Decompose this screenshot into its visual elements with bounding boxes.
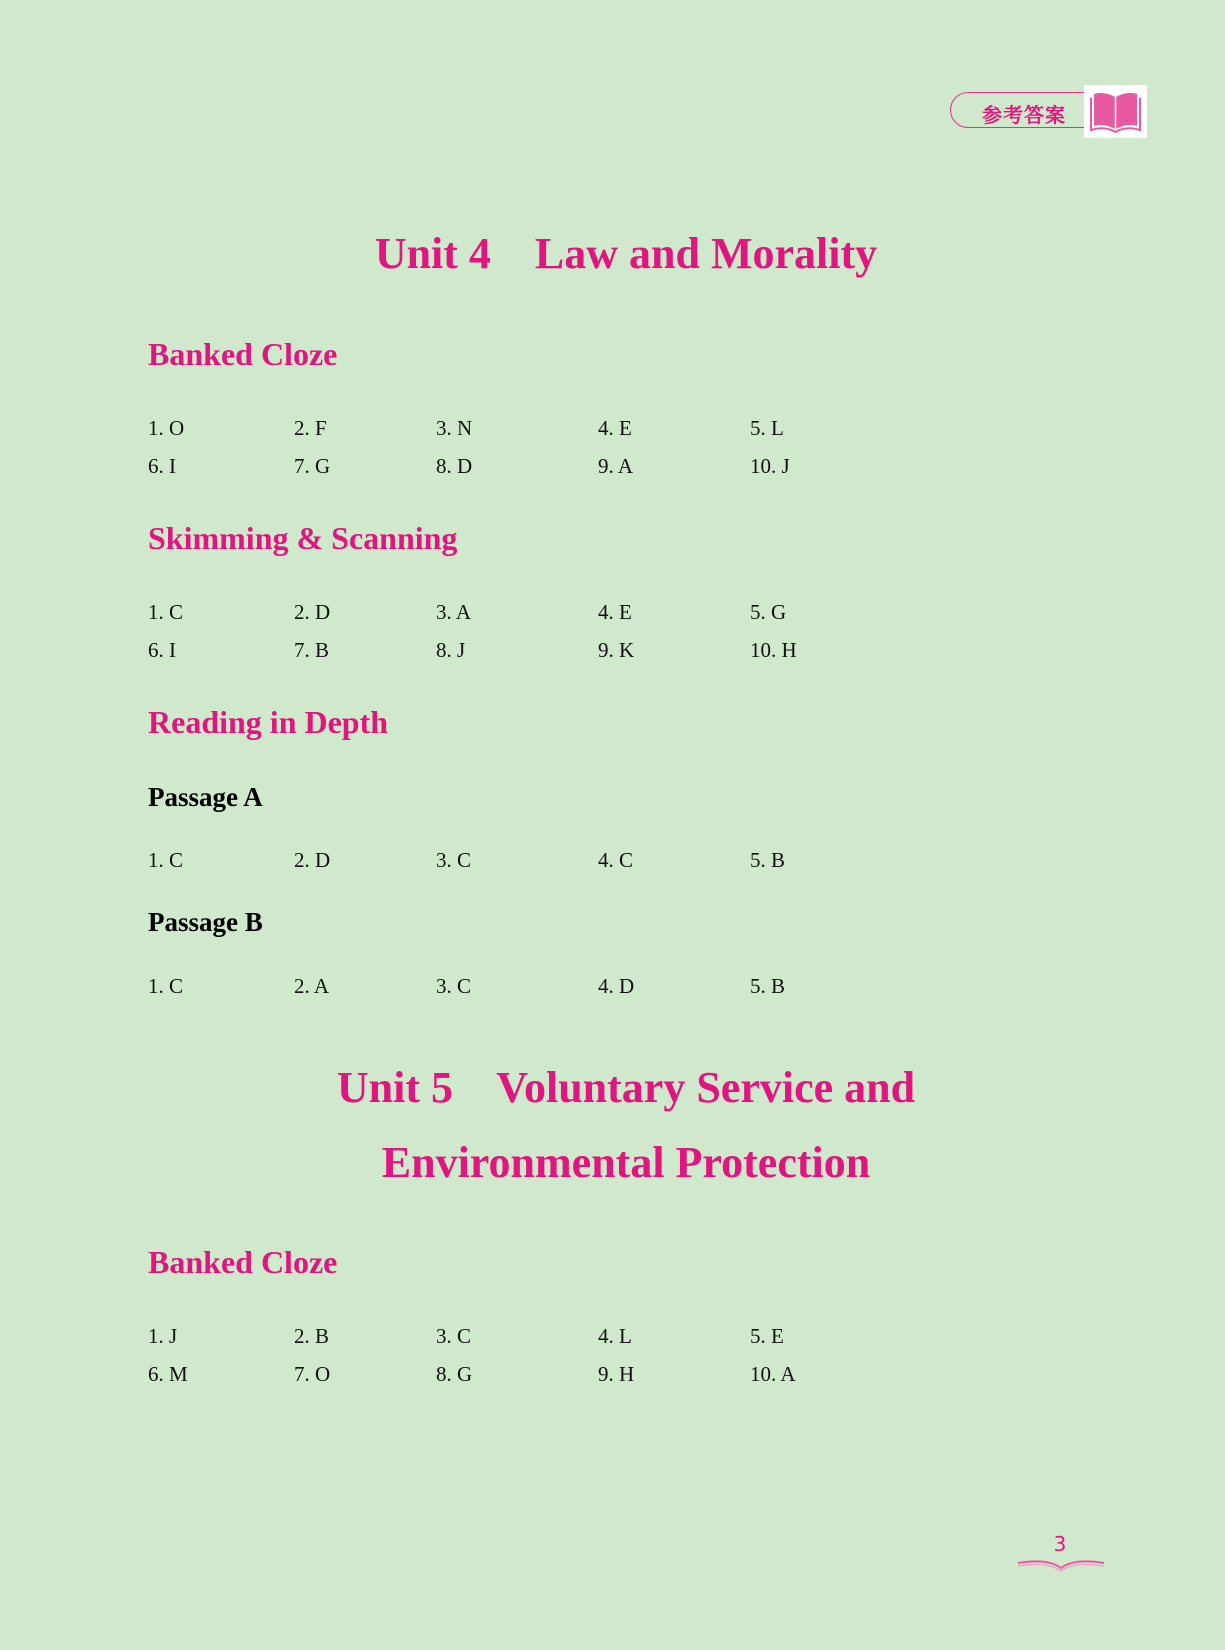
header-label: 参考答案: [982, 103, 1066, 127]
page-ornament-icon: [1016, 1558, 1106, 1579]
answer-item: 5. E: [750, 1324, 784, 1348]
answer-item: 2. F: [294, 416, 327, 440]
answer-item: 4. L: [598, 1324, 632, 1348]
answer-item: 9. A: [598, 454, 634, 478]
unit-5-title-line-1: Unit 5 Voluntary Service and: [336, 1063, 916, 1112]
answer-item: 3. A: [436, 600, 472, 624]
answer-item: 8. J: [436, 638, 466, 662]
answer-item: 10. J: [750, 454, 790, 478]
answer-item: 1. O: [148, 416, 185, 440]
answer-row: [0, 600, 900, 630]
answer-item: 1. C: [148, 600, 184, 624]
answer-item: 1. C: [148, 974, 184, 998]
answer-item: 4. C: [598, 848, 634, 872]
answer-item: 1. C: [148, 848, 184, 872]
answer-item: 7. O: [294, 1362, 331, 1386]
answer-item: 8. G: [436, 1362, 473, 1386]
answer-item: 2. B: [294, 1324, 330, 1348]
answer-item: 1. J: [148, 1324, 178, 1348]
answer-row: [0, 1362, 900, 1392]
unit-4-banked-cloze-title: Banked Cloze: [148, 336, 338, 372]
answer-item: 5. L: [750, 416, 784, 440]
answer-item: 6. I: [148, 638, 176, 662]
answer-item: 3. C: [436, 1324, 472, 1348]
answer-row: [0, 1324, 900, 1354]
passage-b-title: Passage B: [148, 907, 263, 937]
answer-item: 3. C: [436, 848, 472, 872]
answer-item: 6. I: [148, 454, 176, 478]
answer-row: [0, 416, 900, 446]
open-book-icon: [1084, 85, 1147, 138]
answer-item: 6. M: [148, 1362, 188, 1386]
answer-row: [0, 974, 900, 1004]
answer-item: 7. B: [294, 638, 330, 662]
answer-item: 10. A: [750, 1362, 796, 1386]
answer-item: 7. G: [294, 454, 331, 478]
answer-row: [0, 848, 900, 878]
answer-item: 3. N: [436, 416, 473, 440]
answer-item: 10. H: [750, 638, 797, 662]
answer-item: 2. D: [294, 600, 331, 624]
answer-row: [0, 638, 900, 668]
answer-item: 3. C: [436, 974, 472, 998]
answer-item: 2. A: [294, 974, 330, 998]
passage-a-title: Passage A: [148, 782, 263, 812]
answer-item: 4. E: [598, 600, 632, 624]
answer-item: 4. E: [598, 416, 632, 440]
unit-4-reading-title: Reading in Depth: [148, 704, 389, 740]
unit-5-banked-cloze-title: Banked Cloze: [148, 1244, 338, 1280]
answer-item: 5. B: [750, 974, 786, 998]
answer-item: 9. H: [598, 1362, 635, 1386]
answer-item: 8. D: [436, 454, 473, 478]
answer-item: 4. D: [598, 974, 635, 998]
unit-4-title: Unit 4 Law and Morality: [374, 229, 878, 278]
answer-item: 5. G: [750, 600, 787, 624]
answer-item: 2. D: [294, 848, 331, 872]
answer-item: 5. B: [750, 848, 786, 872]
unit-5-title-line-2: Environmental Protection: [381, 1138, 871, 1187]
page-number: 3: [1053, 1532, 1067, 1556]
answer-item: 9. K: [598, 638, 635, 662]
answer-row: [0, 454, 900, 484]
unit-4-skimming-title: Skimming & Scanning: [148, 520, 458, 556]
